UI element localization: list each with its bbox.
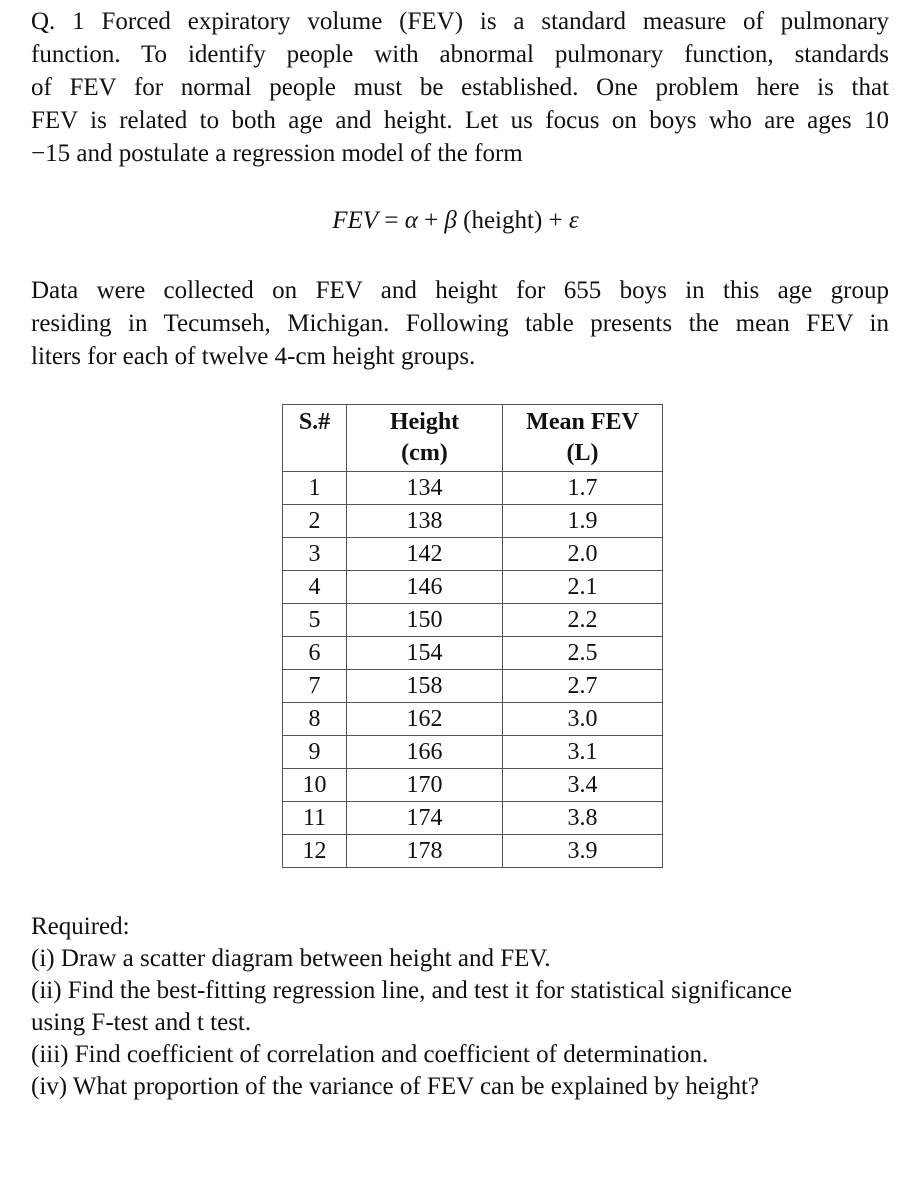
cell-height: 150	[347, 604, 503, 637]
cell-height: 166	[347, 736, 503, 769]
cell-serial: 6	[283, 637, 347, 670]
cell-serial: 4	[283, 571, 347, 604]
header-serial: S.#	[283, 405, 347, 472]
cell-serial: 3	[283, 538, 347, 571]
table-body	[283, 472, 663, 868]
formula-epsilon: ε	[568, 207, 579, 234]
header-mean-fev: Mean FEV (L)	[503, 405, 663, 472]
intro-line: of FEV for normal people must be established. One problem here is that	[31, 74, 889, 101]
cell-serial: 10	[283, 769, 347, 802]
table-row	[283, 637, 663, 670]
table-row	[283, 769, 663, 802]
regression-formula	[0, 204, 911, 238]
cell-mean-fev: 2.2	[503, 604, 663, 637]
cell-height: 170	[347, 769, 503, 802]
table-row	[283, 604, 663, 637]
intro-line: function. To identify people with abnormal pulmonary function, standards	[31, 41, 889, 68]
required-item-ii-cont: using F-test and t test.	[31, 1009, 252, 1036]
cell-height: 162	[347, 703, 503, 736]
table-row	[283, 703, 663, 736]
cell-height: 134	[347, 472, 503, 505]
cell-serial: 7	[283, 670, 347, 703]
cell-mean-fev: 2.1	[503, 571, 663, 604]
cell-mean-fev: 3.8	[503, 802, 663, 835]
required-item-ii: (ii) Find the best-fitting regression line, and test it for statistical significance	[31, 977, 792, 1004]
formula-plus: +	[417, 207, 445, 234]
cell-mean-fev: 3.4	[503, 769, 663, 802]
fev-height-table	[282, 404, 663, 868]
cell-height: 146	[347, 571, 503, 604]
table-row	[283, 736, 663, 769]
cell-serial: 1	[283, 472, 347, 505]
table-row	[283, 505, 663, 538]
required-item-i: (i) Draw a scatter diagram between height and FEV.	[31, 945, 551, 972]
formula-height-term: (height)	[456, 207, 543, 234]
cell-height: 158	[347, 670, 503, 703]
formula-alpha: α	[404, 207, 418, 234]
table-row	[283, 472, 663, 505]
cell-height: 138	[347, 505, 503, 538]
table-row	[283, 802, 663, 835]
cell-serial: 2	[283, 505, 347, 538]
intro-line: FEV is related to both age and height. Let us focus on boys who are ages 10	[31, 107, 889, 134]
intro-line: −15 and postulate a regression model of the form	[31, 140, 523, 167]
formula-fev: FEV	[332, 207, 379, 234]
cell-mean-fev: 3.0	[503, 703, 663, 736]
cell-mean-fev: 3.9	[503, 835, 663, 868]
cell-height: 142	[347, 538, 503, 571]
question-intro	[31, 5, 889, 170]
table-row	[283, 670, 663, 703]
required-section	[31, 911, 891, 1103]
cell-mean-fev: 1.9	[503, 505, 663, 538]
table-row	[283, 835, 663, 868]
cell-mean-fev: 2.5	[503, 637, 663, 670]
cell-mean-fev: 2.0	[503, 538, 663, 571]
cell-height: 178	[347, 835, 503, 868]
cell-mean-fev: 2.7	[503, 670, 663, 703]
cell-height: 154	[347, 637, 503, 670]
table-header	[283, 405, 663, 472]
data-line: Data were collected on FEV and height for 655 boys in this age group	[31, 277, 889, 304]
data-description	[31, 274, 889, 373]
cell-height: 174	[347, 802, 503, 835]
cell-serial: 12	[283, 835, 347, 868]
header-height: Height (cm)	[347, 405, 503, 472]
data-line: liters for each of twelve 4-cm height groups.	[31, 343, 476, 370]
cell-serial: 8	[283, 703, 347, 736]
required-item-iv: (iv) What proportion of the variance of FEV can be explained by height?	[31, 1073, 760, 1100]
cell-serial: 11	[283, 802, 347, 835]
required-item-iii: (iii) Find coefficient of correlation and coefficient of determination.	[31, 1041, 709, 1068]
formula-beta: β	[444, 207, 457, 234]
cell-serial: 9	[283, 736, 347, 769]
cell-mean-fev: 3.1	[503, 736, 663, 769]
data-line: residing in Tecumseh, Michigan. Following table presents the mean FEV in	[31, 310, 889, 337]
table-row	[283, 538, 663, 571]
intro-line: Q. 1 Forced expiratory volume (FEV) is a standard measure of pulmonary	[31, 8, 889, 35]
cell-serial: 5	[283, 604, 347, 637]
table-row	[283, 571, 663, 604]
formula-plus: +	[542, 207, 569, 234]
formula-equals: =	[378, 207, 405, 234]
cell-mean-fev: 1.7	[503, 472, 663, 505]
required-heading: Required:	[31, 913, 130, 940]
